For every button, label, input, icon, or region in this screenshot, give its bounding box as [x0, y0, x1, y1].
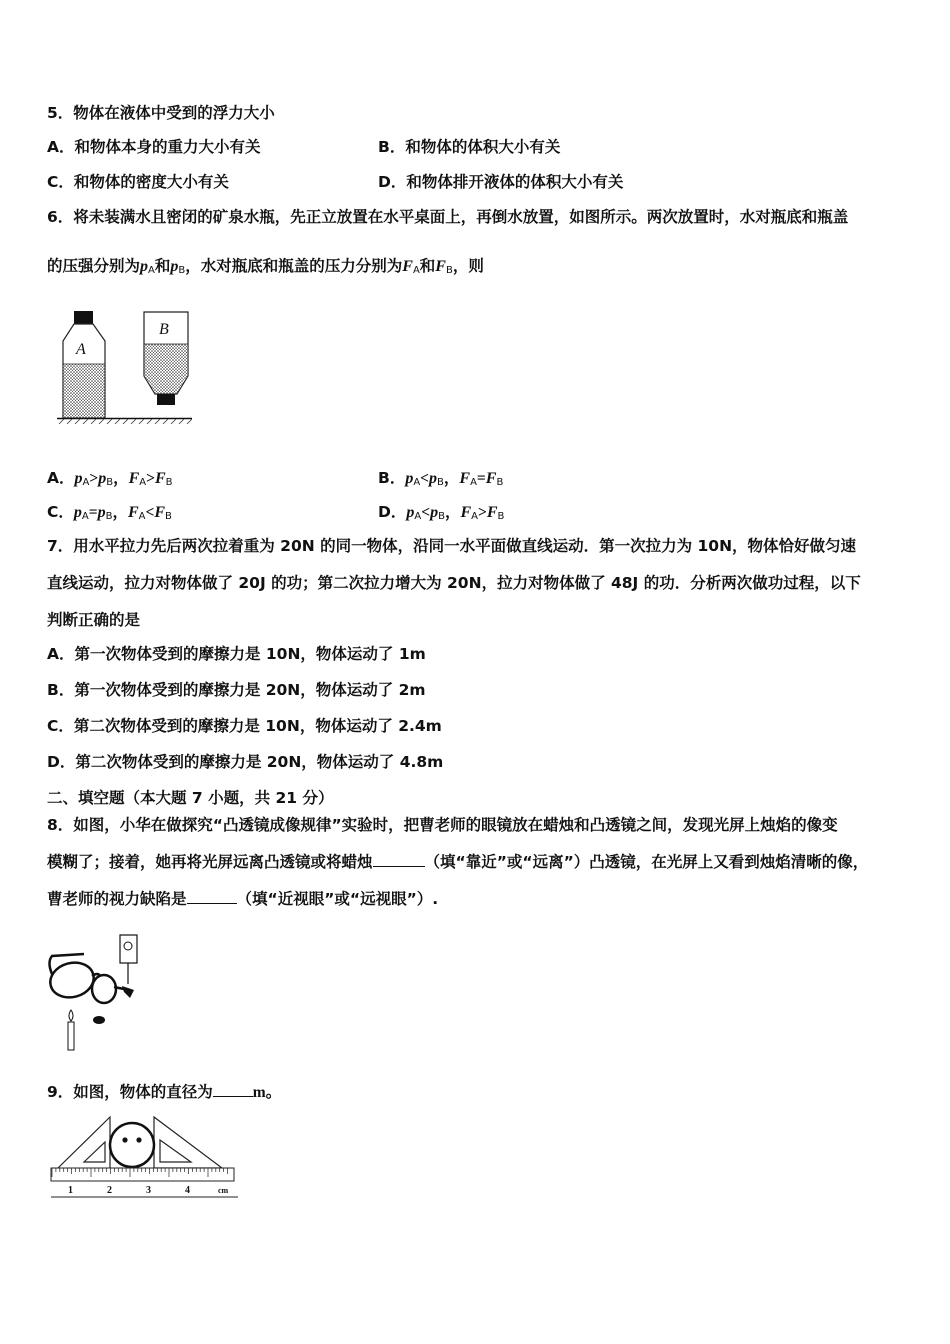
- triangle-right: [154, 1117, 222, 1168]
- q7-option-b: B．第一次物体受到的摩擦力是 20N，物体运动了 2m: [47, 681, 426, 699]
- bottles-figure: [55, 308, 200, 428]
- q7-option-c: C．第二次物体受到的摩擦力是 10N，物体运动了 2.4m: [47, 717, 442, 735]
- bases: [93, 986, 134, 1024]
- q5-option-d: D．和物体排开液体的体积大小有关: [378, 173, 624, 191]
- q7-option-d: D．第二次物体受到的摩擦力是 20N，物体运动了 4.8m: [47, 753, 444, 771]
- q8-stem-line2: 模糊了；接着，她再将光屏远离凸透镜或将蜡烛 （填“靠近”或“远离”）凸透镜，在光屏上又看到烛焰清晰的像，: [47, 853, 869, 871]
- ruler-tick-2: 2: [107, 1185, 112, 1196]
- q7-stem-line2: 直线运动，拉力对物体做了 20J 的功；第二次拉力增大为 20N，拉力对物体做了 48J 的功．分析两次做功过程，以下: [47, 574, 861, 592]
- bottle-a-label: A: [76, 341, 86, 358]
- ruler-tick-1: 1: [68, 1185, 73, 1196]
- bottle-b-label: B: [159, 321, 169, 338]
- q7-option-a: A．第一次物体受到的摩擦力是 10N，物体运动了 1m: [47, 645, 426, 663]
- q6-option-c: C．$p_A=p_B$，$F_A<F_B$: [47, 503, 172, 522]
- q7-stem-line1: 7．用水平拉力先后两次拉着重为 20N 的同一物体，沿同一水平面做直线运动．第一次拉力为 10N，物体恰好做匀速: [47, 537, 857, 555]
- q8-blank-2[interactable]: [187, 889, 237, 904]
- section-heading: 二、填空题（本大题 7 小题，共 21 分）: [47, 789, 334, 807]
- ruler-tick-3: 3: [146, 1185, 151, 1196]
- q6-stem-line2: 的压强分别为$p_A$和$p_B$，水对瓶底和瓶盖的压力分别为$F_A$和$F_B$，则: [47, 257, 484, 276]
- ruler-tick-4: 4: [185, 1185, 190, 1196]
- lens-screen: [120, 935, 137, 984]
- glasses: [46, 954, 129, 1003]
- q5-option-a: A．和物体本身的重力大小有关: [47, 138, 261, 156]
- q5-option-b: B．和物体的体积大小有关: [378, 138, 561, 156]
- round-object: [110, 1123, 154, 1167]
- q5-stem: 5．物体在液体中受到的浮力大小: [47, 104, 275, 122]
- q6-option-b: B．$p_A<p_B$，$F_A=F_B$: [378, 469, 504, 488]
- glasses-candle-figure: [44, 932, 154, 1057]
- table-hatch: [59, 419, 192, 424]
- q6-option-d: D．$p_A<p_B$，$F_A>F_B$: [378, 503, 505, 522]
- q7-stem-line3: 判断正确的是: [47, 611, 141, 629]
- bottle-a: [63, 311, 105, 418]
- ruler: [51, 1168, 238, 1197]
- q8-stem-line3: 曹老师的视力缺陷是 （填“近视眼”或“远视眼”）.: [47, 890, 439, 908]
- q9-stem: 9．如图，物体的直径为 m。: [47, 1083, 282, 1101]
- q6-option-a: A．$p_A>p_B$，$F_A>F_B$: [47, 469, 173, 488]
- q8-blank-1[interactable]: [373, 852, 425, 867]
- q8-stem-line1: 8．如图，小华在做探究“凸透镜成像规律”实验时，把曹老师的眼镜放在蜡烛和凸透镜之间，发现光屏上烛焰的像变: [47, 816, 838, 834]
- q9-blank[interactable]: [213, 1082, 253, 1097]
- q6-stem-line1: 6．将未装满水且密闭的矿泉水瓶，先正立放置在水平桌面上，再倒水放置，如图所示。两次放置时，水对瓶底和瓶盖: [47, 208, 849, 226]
- candle: [68, 1010, 74, 1050]
- triangle-left: [58, 1117, 110, 1168]
- ruler-unit: cm: [218, 1186, 229, 1195]
- q5-option-c: C．和物体的密度大小有关: [47, 173, 229, 191]
- ruler-figure: [48, 1112, 240, 1204]
